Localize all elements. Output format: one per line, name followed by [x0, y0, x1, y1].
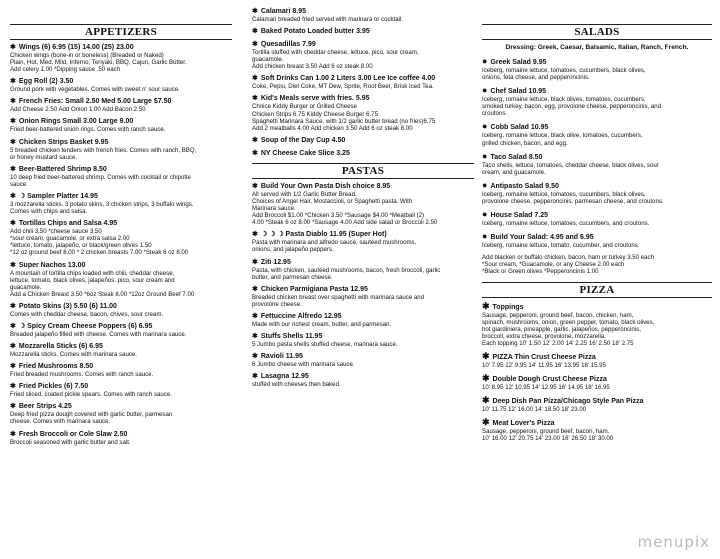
menu-item-name — [482, 57, 712, 67]
menu-item-description: Choice Kiddy Burger or Grilled Cheese Chicken Strips 6.75 Kiddy Cheese Burger 6.75 Spaghetti Marinara Sauce. with 1/2 garlic butter bread (no fries)6.75 Add 2 meatballs 4.00 Add chicken 3.50 Add 6 oz steak 8.00 — [252, 103, 436, 132]
star-icon: ✱ — [482, 373, 490, 384]
menu-item-description: Broccoli seasoned with garlic butter and salt. — [10, 438, 131, 446]
menu-item-title: Mozzarella Sticks (6) 6.95 — [18, 343, 103, 351]
menu-item-description: Taco shells, lettuce, tomatoes, cheddar cheese, black olives, sour cream, and guacamole. — [482, 161, 659, 176]
menu-item-name — [10, 193, 232, 201]
star-icon: ✱ — [10, 138, 16, 146]
menu-item-title: Calamari 8.95 — [260, 8, 307, 15]
bullet-icon: ● — [482, 209, 488, 220]
menu-item-name — [10, 383, 232, 391]
menu-item-description: Breaded jalapeño filled with cheese. Comes with marinara sauce. — [10, 330, 187, 338]
menu-item-title: ☽ Spicy Cream Cheese Poppers (6) 6.95 — [18, 322, 153, 330]
menu-item-title: Double Dough Crust Cheese Pizza — [492, 376, 607, 384]
menu-item-title: Beer-Battered Shrimp 8.50 — [18, 165, 107, 173]
middle-column — [252, 8, 474, 393]
menu-item-title: Toppings — [492, 303, 524, 311]
salad-dressing-line: Dressing: Greek, Caesar, Balsamic, Italian, Ranch, French. — [505, 44, 689, 51]
menu-item-description: 10' 11.75 12' 16.00 14' 18.50 18' 23.00 — [482, 406, 587, 414]
menu-item-description: 3 mozzarella sticks, 3 potato skins, 3 chicken strips, 3 buffalo wings. Comes with chips and salsa. — [10, 200, 194, 216]
menu-item-title: Quesadillas 7.99 — [260, 41, 316, 49]
star-icon: ✱ — [252, 332, 258, 340]
menu-item — [252, 41, 474, 70]
menu-item-description: Mozzarella sticks. Comes with marinara sauce. — [10, 351, 137, 359]
menu-item — [252, 183, 474, 226]
menu-item-name — [10, 343, 232, 351]
menu-item-description: Iceberg, romaine lettuce, tomato, cucumber, and croutons. — [482, 242, 640, 250]
menu-item — [10, 303, 232, 318]
menu-item — [10, 44, 232, 73]
menu-item-title: Potato Skins (3) 5.50 (6) 11.00 — [18, 302, 117, 310]
bullet-icon: ● — [482, 85, 488, 96]
menu-item — [482, 210, 712, 227]
star-icon: ✱ — [10, 98, 16, 106]
star-icon: ✱ — [10, 302, 16, 310]
menu-item-description: A mountain of tortilla chips loaded with chili, cheddar cheese, lettuce, tomato, black olives, jalapeños, pico, sour cream and guacamole. Add a Chicken Breast 3.50 *6oz Steak 8.00 *12oz Ground Beef 7.00 — [10, 269, 195, 298]
menu-item-description: Add Cheese 2.50 Add Onion 1.00 Add Bacon 2.50 — [10, 106, 146, 114]
menu-item-description: Iceberg, romaine lettuce, tomatoes, cucumbers, black olives, onions, feta cheese, and pepperoncinis. — [482, 67, 646, 82]
menu-item-description: Iceberg, romaine lettuce, tomatoes, cucumbers, and croutons. — [482, 220, 650, 228]
menu-item-title: Super Nachos 13.00 — [18, 261, 86, 269]
menu-item-name — [252, 231, 474, 239]
menu-item-name — [10, 303, 232, 311]
menu-item-name — [10, 220, 232, 228]
menu-item — [252, 95, 474, 131]
menu-item-name — [482, 396, 712, 406]
star-icon: ✱ — [252, 285, 258, 293]
bullet-icon: ● — [482, 150, 488, 161]
menu-item-name — [10, 44, 232, 52]
menu-item-name — [482, 374, 712, 384]
menu-item-description: 5 breaded chicken tenders with french fries. Comes with ranch, BBQ, or honey mustard sauce. — [10, 146, 197, 161]
star-icon: ✱ — [482, 300, 490, 311]
menu-item-name — [482, 122, 712, 132]
star-icon: ✱ — [10, 165, 16, 173]
menu-item — [10, 98, 232, 113]
menu-item-title: Kid's Meals serve with fries. 5.95 — [260, 95, 370, 103]
menu-item-description: Breaded chicken breast over spaghetti with marinara sauce and provolone cheese. — [252, 293, 425, 308]
menu-item-title: Deep Dish Pan Pizza/Chicago Style Pan Pizza — [492, 398, 644, 406]
menu-item-name — [482, 418, 712, 428]
bullet-icon: ● — [482, 231, 488, 242]
menu-item — [252, 353, 474, 368]
appetizers-title: APPETIZERS — [10, 24, 232, 40]
star-icon: ✱ — [10, 403, 16, 411]
star-icon: ✱ — [252, 75, 258, 83]
menu-item-description: Deep fried pizza dough covered with garlic butter, parmesan cheese. Comes with marinara sauce. — [10, 411, 173, 426]
menu-item — [482, 181, 712, 205]
star-icon: ✱ — [10, 44, 16, 51]
star-icon: ✱ — [252, 353, 258, 361]
menu-item-title: Fresh Broccoli or Cole Slaw 2.50 — [18, 430, 128, 438]
menu-item — [252, 28, 474, 36]
menu-item-description: Calamari breaded fried served with marinara or cocktail. — [252, 16, 404, 23]
menu-item-name — [252, 313, 474, 321]
menu-item-name — [252, 8, 474, 16]
menu-item-title: House Salad 7.25 — [490, 212, 549, 220]
star-icon: ✱ — [252, 149, 258, 157]
menu-item-name — [252, 137, 474, 145]
menu-item-description: 6 Jumbo cheese with marinara sauce. — [252, 361, 355, 369]
menu-item-title: Fettuccine Alfredo 12.95 — [260, 312, 342, 320]
menu-item — [252, 286, 474, 308]
menu-item-description: Sausage, pepperoni, ground beef, bacon, chicken, ham, spinach, mushrooms, onion, green pepper, tomato, black olives, hot giardiniera, pineapple, garlic, jalapeños, pepperoncinis, broccoli, extra cheese, provolone, mozzarella. Each topping 10' 1.50 12' 2.00 14' 2.25 16' 2.50 18' 2.75 — [482, 311, 655, 347]
menu-item-name — [252, 28, 474, 36]
star-icon: ✱ — [10, 220, 16, 228]
menu-item-title: Wings (6) 6.95 (15) 14.00 (25) 23.00 — [18, 44, 134, 51]
menu-item-name — [252, 286, 474, 294]
menu-item — [10, 343, 232, 358]
appetizers-list — [10, 44, 232, 446]
menu-item-name — [10, 323, 232, 331]
menu-item-name — [10, 98, 232, 106]
menu-item — [10, 78, 232, 93]
star-icon: ✱ — [10, 192, 16, 200]
menu-item-description: Coke, Pepsi, Diet Coke, MT Dew, Sprite, Root Beer, Brisk Iced Tea. — [252, 83, 434, 91]
star-icon: ✱ — [252, 373, 258, 381]
menu-item-title: Egg Roll (2) 3.50 — [18, 78, 74, 86]
menu-item — [252, 150, 474, 158]
menu-item-title: Meat Lover's Pizza — [492, 420, 555, 428]
menu-item-name — [482, 152, 712, 162]
menu-item — [252, 333, 474, 348]
menu-item-name — [482, 86, 712, 96]
menu-item-title: NY Cheese Cake Slice 3.25 — [260, 149, 350, 157]
menu-item-title: Soft Drinks Can 1.00 2 Liters 3.00 Lee Ice coffee 4.00 — [260, 75, 436, 83]
menu-item — [482, 352, 712, 369]
menu-item — [482, 152, 712, 176]
menu-item-description: Comes with cheddar cheese, bacon, chives, sour cream. — [10, 310, 164, 318]
menu-item-name — [482, 210, 712, 220]
bullet-icon: ● — [482, 56, 488, 66]
menu-item — [10, 220, 232, 256]
bullet-icon: ● — [482, 179, 488, 190]
star-icon: ✱ — [252, 312, 258, 320]
menu-item-name — [252, 75, 474, 83]
menu-item-title: French Fries: Small 2.50 Med 5.00 Large $7.50 — [18, 98, 172, 106]
menu-item-description: stuffed with cheeses then baked. — [252, 381, 341, 389]
menu-item-name — [10, 118, 232, 126]
star-icon: ✱ — [252, 231, 258, 239]
star-icon: ✱ — [252, 41, 258, 49]
menu-item-name — [252, 150, 474, 158]
menu-item — [10, 139, 232, 161]
menu-item-description: Fried sliced, coated pickle spears. Comes with ranch sauce. — [10, 391, 172, 399]
menu-item-title: Lasagna 12.95 — [260, 373, 309, 381]
menu-item-title: Onion Rings Small 3.00 Large 9.00 — [18, 118, 134, 126]
menu-item-description: Chicken wings (bone-in or boneless) (Breaded or Naked) Plain, Hot, Med, Mild, Inferno, Teriyaki, BBQ, Cajun, Garlic Butter. Add celery 1.00 *Dipping sauce .50 each — [10, 52, 187, 74]
menu-item — [10, 193, 232, 215]
menu-item — [252, 137, 474, 145]
menu-item — [10, 262, 232, 298]
menu-item-name — [10, 363, 232, 371]
menu-item-title: Greek Salad 9.95 — [490, 59, 547, 66]
menu-item-description: Add chili 3.50 *cheese sauce 3.50 *sour cream, guacamole, or extra salsa 2.00 *lettuce, tomato, jalapeño, or black/green olives 1.50 *12 oz ground beef 8.00 * 2 chicken breasts 7.00 *Steak 6 oz 8.00 — [10, 228, 189, 257]
menu-item-title: Taco Salad 8.50 — [490, 153, 543, 161]
menu-item-name — [252, 353, 474, 361]
menu-item — [482, 122, 712, 146]
star-icon: ✱ — [252, 258, 258, 266]
menu-item-description: Iceberg, romaine lettuce, tomatoes, cucumbers, black olives, provolone cheese, pepperoncinis, parmesan cheese, and croutons. — [482, 190, 664, 205]
menu-item — [482, 418, 712, 442]
menu-item-description: Fried breaded mushrooms. Comes with ranch sauce. — [10, 371, 154, 379]
menu-item-title: Cobb Salad 10.95 — [490, 124, 549, 132]
star-icon: ✱ — [252, 182, 258, 190]
menu-item-description: 10' 7.95 12' 9.95 14' 11.95 16' 13.95 18' 15.95 — [482, 361, 606, 369]
menu-item — [10, 166, 232, 188]
menu-item-name — [252, 41, 474, 49]
appetizers-column — [10, 24, 232, 451]
menu-item-title: Baked Potato Loaded butter 3.95 — [260, 28, 370, 36]
menu-item-name — [10, 431, 232, 439]
menu-item-name — [252, 259, 474, 267]
star-icon: ✱ — [252, 136, 258, 144]
menu-item-name — [482, 181, 712, 191]
menu-item-name — [482, 232, 712, 242]
menu-item-name — [482, 352, 712, 362]
menu-item-name — [10, 403, 232, 411]
middle-top-list — [252, 8, 474, 158]
menu-item — [252, 313, 474, 328]
pizza-title: PIZZA — [482, 282, 712, 298]
menu-item-title: ☽ ☽ ☽ Pasta Diablo 11.95 (Super Hot) — [260, 231, 387, 239]
bullet-icon: ● — [482, 121, 488, 132]
menu-item — [482, 396, 712, 413]
menu-item — [482, 302, 712, 347]
menu-item — [10, 363, 232, 378]
menu-item-name — [252, 373, 474, 381]
menu-item-name — [10, 78, 232, 86]
menu-item-name — [10, 166, 232, 174]
menu-item — [10, 118, 232, 133]
star-icon: ✱ — [252, 28, 258, 36]
menu-item-title: Chicken Strips Basket 9.95 — [18, 138, 109, 146]
menu-item-title: Ziti 12.95 — [260, 258, 291, 266]
menu-item-title: Fried Pickles (6) 7.50 — [18, 383, 89, 391]
salads-list — [482, 57, 712, 249]
menu-item-title: Fried Mushrooms 8.50 — [18, 363, 94, 371]
menu-item-title: Beer Strips 4.25 — [18, 403, 72, 411]
star-icon: ✱ — [10, 118, 16, 126]
menu-item — [252, 259, 474, 281]
menu-item-description: Ground pork with vegetables. Comes with sweet n' sour sauce. — [10, 86, 180, 94]
menu-item — [482, 374, 712, 391]
pizza-list — [482, 302, 712, 443]
star-icon: ✱ — [10, 343, 16, 351]
star-icon: ✱ — [482, 350, 490, 361]
menu-item-title: Tortillas Chips and Salsa 4.95 — [18, 220, 118, 228]
menu-item-title: ☽ Sampler Platter 14.95 — [18, 192, 98, 200]
menu-item-description: Tortilla stuffed with cheddar cheese, lettuce, pico, sour cream, guacamole. Add chicken breast 3.50 Add 6 oz steak 8.00 — [252, 49, 419, 71]
menu-item — [482, 232, 712, 249]
star-icon: ✱ — [10, 78, 16, 86]
menu-item-description: Pasta, with chicken, sautéed mushrooms, bacon, fresh broccoli, garlic butter, and parmesan cheese. — [252, 266, 441, 281]
menu-item-description: Fried beer-battered onion rings. Comes with ranch sauce. — [10, 126, 166, 134]
menu-item — [252, 373, 474, 388]
salad-addons-note: Add blacken or buffalo chicken, bacon, ham or turkey 3.50 each *Sour cream, *Guacamole, or any Cheese 2.00 each *Black or Green olives *Pepperoncinis 1.00 — [482, 254, 654, 276]
menu-item — [482, 86, 712, 117]
menu-item-description: 10 deep fried beer-battered shrimp. Comes with cocktail or chipotle sauce. — [10, 173, 191, 188]
menu-item — [252, 75, 474, 90]
menu-item-title: Chef Salad 10.95 — [490, 88, 547, 96]
menu-item-title: Ravioli 11.95 — [260, 353, 303, 361]
menu-item-title: Chicken Parmigiana Pasta 12.95 — [260, 285, 368, 293]
menu-item — [482, 57, 712, 81]
menu-item-title: Antipasto Salad 9.50 — [490, 182, 559, 190]
menu-item — [252, 8, 474, 23]
menu-item-title: Soup of the Day Cup 4.50 — [260, 136, 346, 144]
star-icon: ✱ — [10, 261, 16, 269]
menu-item-name — [252, 95, 474, 103]
menu-item-title: Build Your Own Pasta Dish choice 8.95 — [260, 182, 391, 190]
salads-pizza-column — [482, 24, 712, 447]
pastas-title: PASTAS — [252, 163, 474, 179]
salads-title: SALADS — [482, 24, 712, 40]
menu-item — [10, 323, 232, 338]
menu-item-description: Pasta with marinara and alfredo sauce, sautéed mushrooms, onions, and jalapeño peppers. — [252, 239, 417, 254]
menu-item-description: All served with 1/2 Garlic Butter Bread. Choices of Angel Hair, Mostaccioli, or Spaghetti pasta. With Marinara sauce. Add Broccoli $1.00 *Chicken 3.50 *Sausage $4.00 *Meatball (2) 4.00 *Steak 6 oz 8.00 *Sausage 4.00 Add side salad or Broccoli 2.50 — [252, 190, 438, 227]
menu-item-name — [10, 139, 232, 147]
star-icon: ✱ — [10, 430, 16, 438]
menupix-watermark: menupix — [637, 533, 710, 551]
menu-item-description: 10' 8.95 12' 10.95 14' 12.95 16' 14.95 18' 16.95 — [482, 384, 610, 392]
menu-item-name — [252, 183, 474, 191]
star-icon: ✱ — [10, 383, 16, 391]
menu-item-name — [482, 302, 712, 312]
menu-item-name — [10, 262, 232, 270]
menu-item-description: Iceberg, romaine lettuce, black olive, tomatoes, cucumbers, grilled chicken, bacon, and egg. — [482, 132, 643, 147]
menu-item-description: Iceberg, romaine lettuce, black olives, tomatoes, cucumbers, smoked turkey, bacon, egg, provolone cheese, pepperoncinis, and croutons. — [482, 96, 662, 118]
menu-item-description: Made with our richest cream, butter, and parmesan. — [252, 320, 392, 328]
pastas-list — [252, 183, 474, 388]
star-icon: ✱ — [252, 8, 258, 15]
menu-item — [10, 403, 232, 425]
star-icon: ✱ — [482, 417, 490, 428]
menu-item — [10, 431, 232, 446]
menu-item-description: Sausage, pepperoni, ground beef, bacon, ham. 10' 16.00 12' 20.75 14' 23.00 16' 26.50 18' 30.00 — [482, 428, 614, 443]
menu-item-name — [252, 333, 474, 341]
star-icon: ✱ — [482, 395, 490, 406]
menu-item — [10, 383, 232, 398]
menu-item-title: PIZZA Thin Crust Cheese Pizza — [492, 353, 596, 361]
star-icon: ✱ — [252, 95, 258, 103]
menu-item — [252, 231, 474, 253]
menu-item-description: 5 Jumbo pasta shells stuffed cheese, marinara sauce. — [252, 340, 398, 348]
star-icon: ✱ — [10, 363, 16, 371]
star-icon: ✱ — [10, 322, 16, 330]
menu-item-title: Stuffs Shells 11.95 — [260, 332, 323, 340]
menu-item-title: Build Your Salad: 4.95 and 6.95 — [490, 234, 594, 242]
